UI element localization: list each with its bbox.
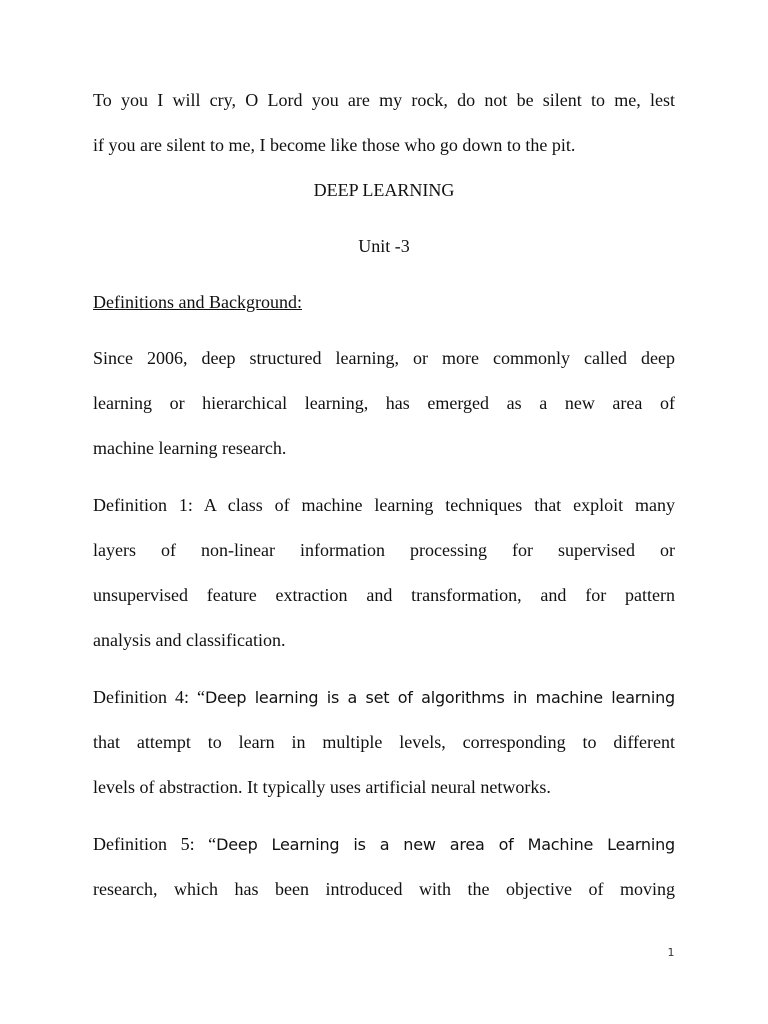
definition-1-line: Definition 1: A class of machine learning techniques that exploit many: [93, 495, 675, 515]
definition-4-line: [93, 683, 675, 728]
intro-line: learning or hierarchical learning, has emerged as a new area of: [93, 393, 675, 413]
section-heading: [93, 288, 675, 333]
page-number: 1: [667, 946, 675, 959]
intro-paragraph: [93, 344, 675, 479]
definition-5-line: research, which has been introduced with the objective of moving: [93, 879, 675, 899]
verse-line-2: if you are silent to me, I become like those who go down to the pit.: [93, 135, 576, 155]
definition-1-line: unsupervised feature extraction and transformation, and for pattern: [93, 585, 675, 605]
page-content: [93, 86, 675, 920]
definition-4-label: Definition 4: “: [93, 687, 205, 707]
section-heading-text: Definitions and Background:: [93, 292, 302, 312]
intro-line: machine learning research.: [93, 438, 287, 458]
definition-4-quote: Deep learning is a set of algorithms in machine learning: [204, 688, 675, 707]
definition-4-line: that attempt to learn in multiple levels, corresponding to different: [93, 732, 675, 752]
unit-label: Unit -3: [358, 236, 410, 256]
intro-line: Since 2006, deep structured learning, or more commonly called deep: [93, 348, 675, 368]
definition-1-line: layers of non-linear information processing for supervised or: [93, 540, 675, 560]
definition-4-line: levels of abstraction. It typically uses artificial neural networks.: [93, 777, 551, 797]
definition-1: [93, 491, 675, 671]
definition-5-line: [93, 830, 675, 875]
definition-1-line: analysis and classification.: [93, 630, 286, 650]
verse-line-1: To you I will cry, O Lord you are my rock, do not be silent to me, lest: [93, 90, 675, 110]
definition-5-label: Definition 5: “: [93, 834, 217, 854]
definition-4: [93, 683, 675, 818]
definition-5: [93, 830, 675, 920]
document-title: DEEP LEARNING: [313, 180, 455, 200]
definition-5-quote: Deep Learning is a new area of Machine Learning: [216, 835, 676, 854]
